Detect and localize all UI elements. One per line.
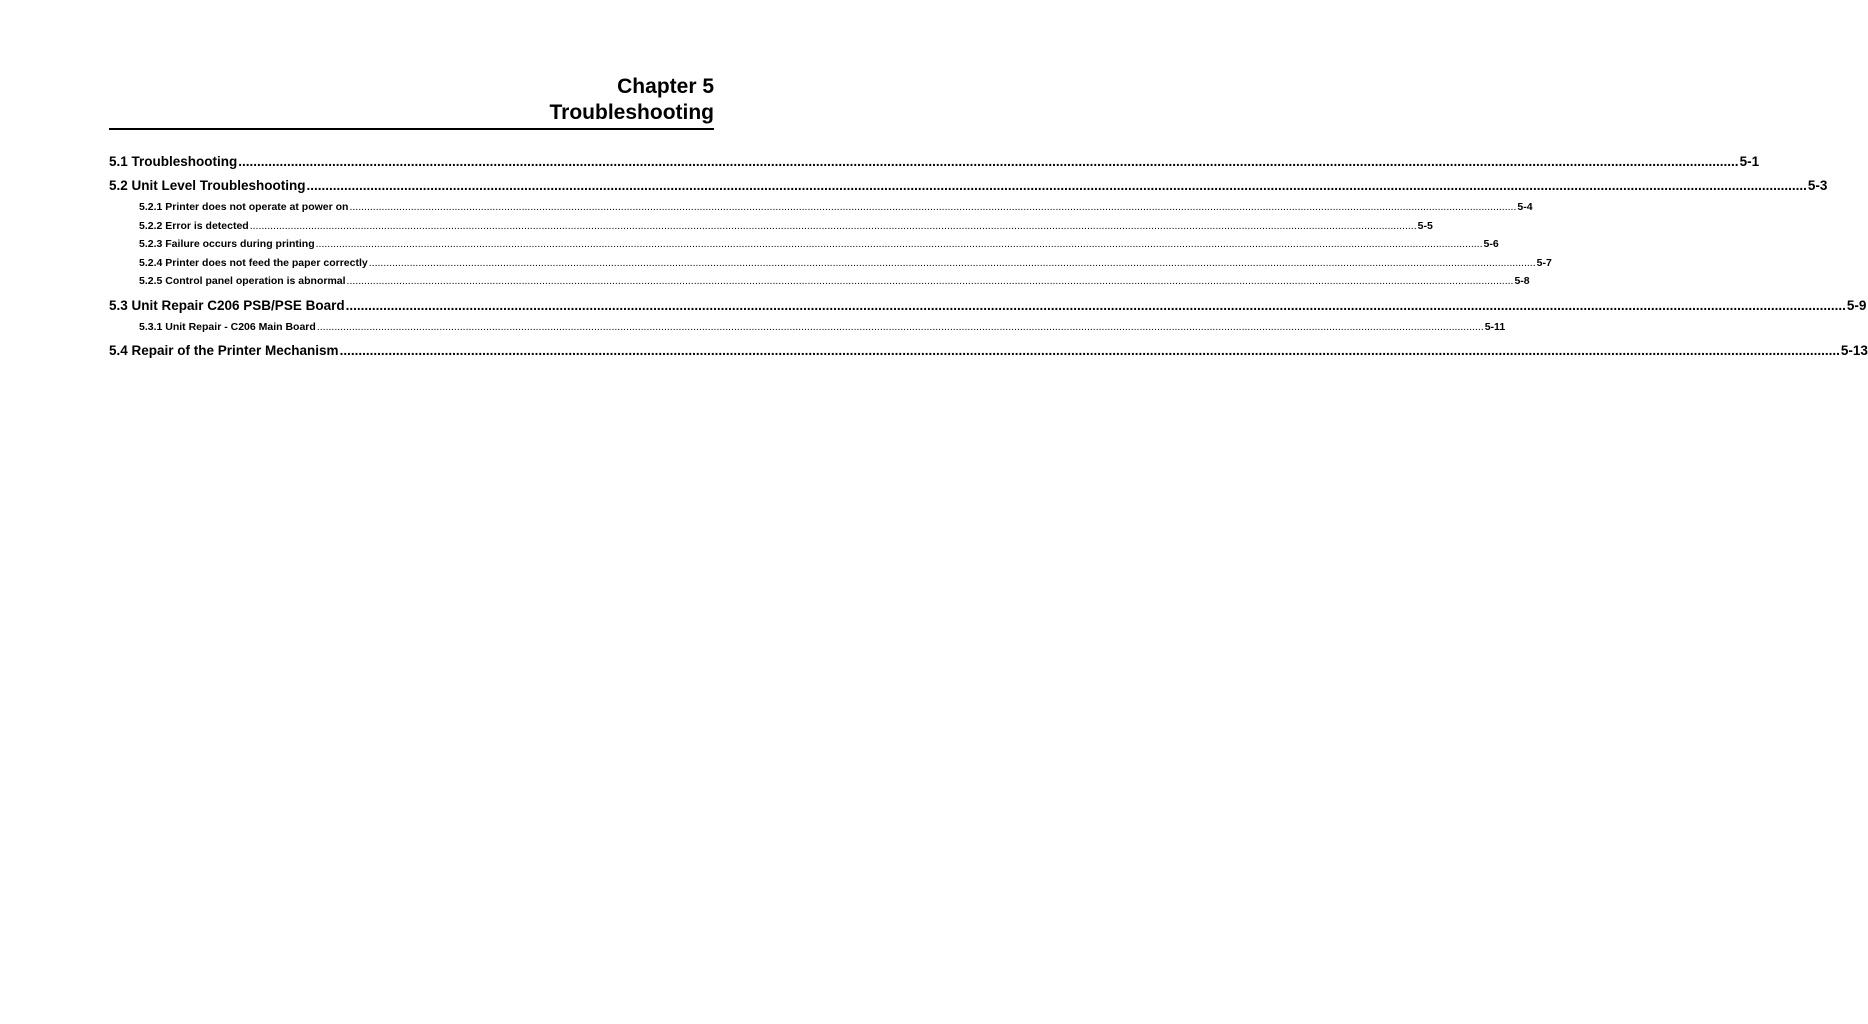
toc-entry[interactable] [109,217,1433,236]
table-of-contents [109,150,1868,363]
dot-leader: ................................................................................................................................................................................................................................................................................................................................................................................................................ [349,201,1517,213]
toc-entry[interactable] [109,294,1867,318]
toc-entry-page: 5-6 [1483,238,1499,250]
toc-entry-label: 5.3 Unit Repair C206 PSB/PSE Board [109,297,345,313]
toc-entry-label: 5.2.1 Printer does not operate at power on [139,201,349,213]
toc-entry[interactable] [109,339,1868,363]
toc-entry[interactable] [109,272,1530,291]
toc-entry-label: 5.4 Repair of the Printer Mechanism [109,343,339,358]
toc-entry-page: 5-5 [1417,219,1433,232]
toc-entry-page: 5-11 [1484,320,1506,333]
dot-leader: ................................................................................................................................................................................................................................................................................................................................................................................................................ [238,154,1739,169]
toc-entry-label: 5.3.1 Unit Repair - C206 Main Board [139,320,316,333]
chapter-header [550,74,714,126]
toc-entry[interactable] [109,174,1828,198]
toc-entry-page: 5-13 [1840,343,1868,358]
dot-leader: ................................................................................................................................................................................................................................................................................................................................................................................................................ [368,256,1536,269]
dot-leader: ................................................................................................................................................................................................................................................................................................................................................................................................................ [306,178,1807,193]
toc-entry[interactable] [109,318,1506,337]
toc-entry-page: 5-8 [1514,275,1530,287]
dot-leader: ................................................................................................................................................................................................................................................................................................................................................................................................................ [345,297,1846,313]
toc-entry-page: 5-1 [1739,154,1760,169]
toc-entry-label: 5.2.4 Printer does not feed the paper correctly [139,256,368,269]
toc-entry[interactable] [109,235,1499,254]
toc-entry-page: 5-9 [1846,297,1867,313]
dot-leader: ................................................................................................................................................................................................................................................................................................................................................................................................................ [339,343,1840,358]
toc-entry-label: 5.2.2 Error is detected [139,219,249,232]
dot-leader: ................................................................................................................................................................................................................................................................................................................................................................................................................ [315,238,1483,250]
header-rule [109,128,714,130]
dot-leader: ................................................................................................................................................................................................................................................................................................................................................................................................................ [346,275,1514,287]
dot-leader: ................................................................................................................................................................................................................................................................................................................................................................................................................ [316,320,1484,333]
toc-entry-label: 5.2.3 Failure occurs during printing [139,238,315,250]
toc-entry[interactable] [109,254,1552,273]
toc-entry-page: 5-3 [1807,178,1828,193]
toc-entry-label: 5.1 Troubleshooting [109,154,238,169]
dot-leader: ................................................................................................................................................................................................................................................................................................................................................................................................................ [249,219,1417,232]
chapter-title: Troubleshooting [549,101,714,124]
toc-entry[interactable] [109,150,1760,174]
chapter-number: Chapter 5 [617,75,714,98]
toc-entry-label: 5.2 Unit Level Troubleshooting [109,178,306,193]
toc-entry-page: 5-4 [1517,201,1533,213]
toc-entry[interactable] [109,198,1533,217]
toc-entry-page: 5-7 [1536,256,1552,269]
toc-entry-label: 5.2.5 Control panel operation is abnormal [139,275,346,287]
